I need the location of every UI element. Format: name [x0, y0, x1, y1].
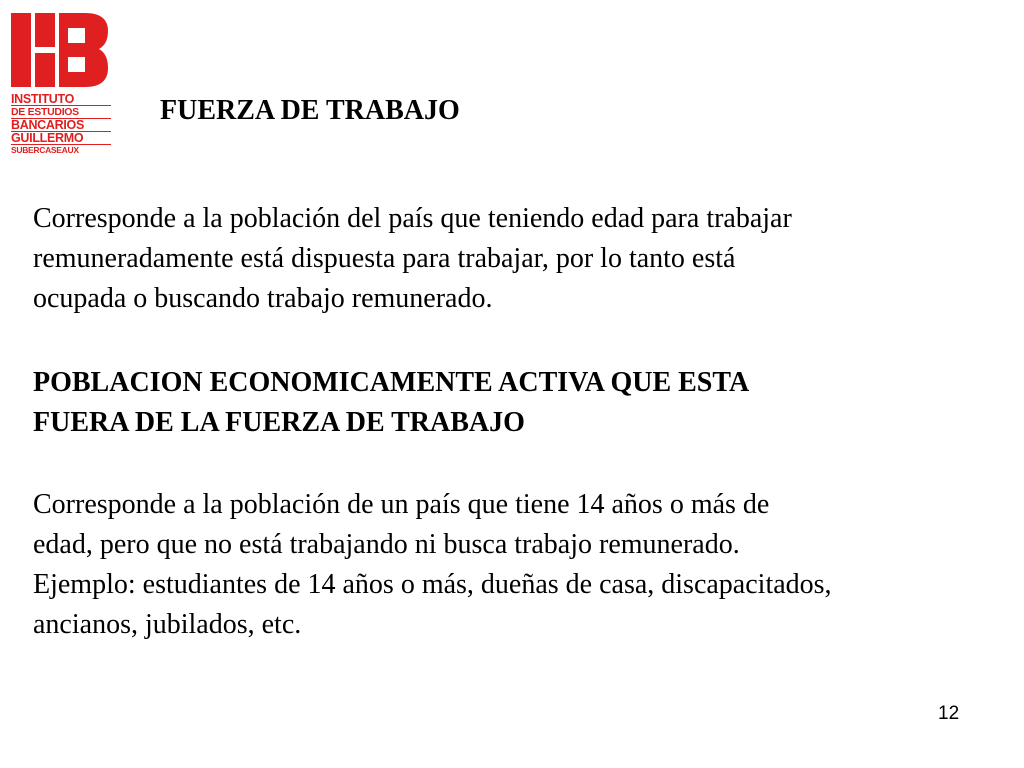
- text-line: ocupada o buscando trabajo remunerado.: [33, 283, 493, 314]
- slide-number: 12: [938, 703, 960, 724]
- logo-line: SUBERCASEAUX: [11, 145, 79, 155]
- institute-logo: [11, 13, 111, 155]
- ieb-logo-mark-icon: [11, 13, 109, 87]
- logo-line: GUILLERMO: [11, 132, 111, 145]
- inactive-population-paragraph: [33, 485, 1023, 645]
- heading-line: POBLACION ECONOMICAMENTE ACTIVA QUE ESTA: [33, 367, 750, 398]
- logo-wordmark: [11, 93, 111, 155]
- text-line: Ejemplo: estudiantes de 14 años o más, dueñas de casa, discapacitados,: [33, 569, 832, 600]
- text-line: Corresponde a la población del país que teniendo edad para trabajar: [33, 203, 792, 234]
- text-line: remuneradamente está dispuesta para trabajar, por lo tanto está: [33, 243, 736, 274]
- logo-line: INSTITUTO: [11, 93, 111, 106]
- logo-line: DE ESTUDIOS: [11, 106, 111, 119]
- text-line: ancianos, jubilados, etc.: [33, 609, 302, 640]
- logo-line: BANCARIOS: [11, 119, 111, 132]
- heading-line: FUERA DE LA FUERZA DE TRABAJO: [33, 407, 525, 438]
- slide-title: FUERZA DE TRABAJO: [160, 95, 460, 126]
- text-line: Corresponde a la población de un país que tiene 14 años o más de: [33, 489, 770, 520]
- text-line: edad, pero que no está trabajando ni busca trabajo remunerado.: [33, 529, 740, 560]
- section-heading: [33, 363, 1023, 443]
- definition-paragraph: [33, 199, 1023, 319]
